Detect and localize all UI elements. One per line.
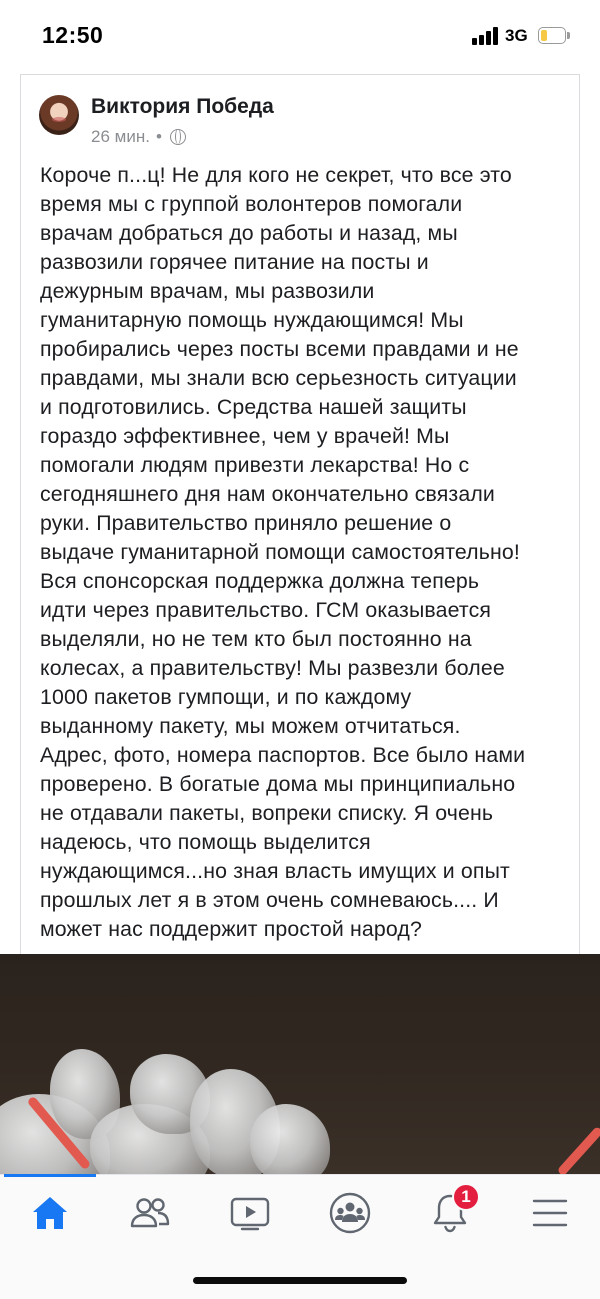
signal-bars-icon (472, 27, 500, 45)
network-type: 3G (505, 26, 528, 45)
status-time: 12:50 (42, 22, 104, 48)
post-time[interactable]: 26 мин. (91, 127, 150, 146)
watch-icon (228, 1193, 272, 1233)
post-photo[interactable] (0, 954, 600, 1174)
avatar[interactable] (39, 95, 79, 135)
photo-stripe (557, 1126, 600, 1174)
post-author[interactable]: Виктория Победа (91, 95, 274, 118)
tab-notifications[interactable] (420, 1187, 480, 1239)
groups-icon (328, 1191, 372, 1235)
home-indicator[interactable] (193, 1277, 407, 1284)
friends-icon (128, 1193, 172, 1233)
photo-bag (250, 1104, 330, 1174)
tab-home[interactable] (20, 1187, 80, 1239)
post-text: Короче п...ц! Не для кого не секрет, что все это время мы с группой волонтеров помогали врачам добраться до работы и назад, мы развозили горячее питание на посты и дежурным врачам, мы развозили гуманитарную помощь нуждающимся! Мы пробирались через посты всеми правдами и не правдами, мы знали всю серьезность ситуации и подготовились. Средства нашей защиты гораздо эффективнее, чем у врачей! Мы помогали людям привезти лекарства! Но с сегодняшнего дня нам окончательно связали руки. Правительство приняло решение о выдаче гуманитарной помощи самостоятельно! Вся спонсорская поддержка должна теперь идти через правительство. ГСМ оказывается выделяли, но не тем кто был постоянно на колесах, а правительству! Мы развезли более 1000 пакетов гумпощи, и по каждому выданному пакету, мы можем отчитаться. Адрес, фото, номера паспортов. Все было нами проверено. В богатые дома мы принципиально не отдавали пакеты, вопреки списку. Я очень надеюсь, что помощь выделится нуждающимся...но зная власть имущих и опыт прошлых лет я в этом очень сомневаюсь.... И может нас поддержит простой народ? (40, 163, 526, 941)
notification-badge: 1 (452, 1183, 480, 1211)
meta-separator: • (155, 127, 162, 146)
post-card (20, 74, 580, 954)
battery-level (541, 30, 547, 41)
menu-icon (530, 1195, 570, 1231)
battery-icon (538, 27, 570, 44)
active-tab-indicator (4, 1174, 96, 1177)
globe-icon (170, 129, 186, 145)
tab-friends[interactable] (120, 1187, 180, 1239)
home-icon (30, 1193, 70, 1233)
tab-menu[interactable] (520, 1187, 580, 1239)
tab-watch[interactable] (220, 1187, 280, 1239)
tab-groups[interactable] (320, 1187, 380, 1239)
status-bar (0, 0, 600, 72)
post-meta (91, 127, 186, 147)
